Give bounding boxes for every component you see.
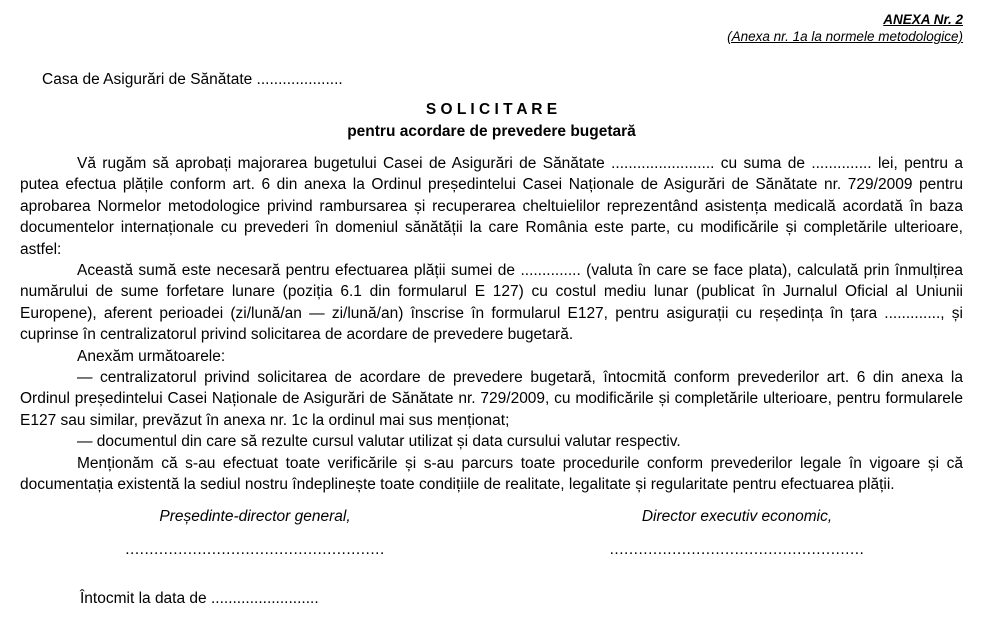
body-paragraph-6: Menționăm că s-au efectuat toate verificările și s-au parcurs toate procedurile conform prevederilor legale în vigoare și că documentația existentă la sediul nostru îndeplinește toate condițiile de realitate, legalitate și regularitate pentru efectuarea plății. [20,454,963,494]
signature-role-director: Director executiv economic, [641,508,833,525]
title-main: S O L I C I T A R E [425,101,558,118]
signature-block-director [592,508,882,559]
signature-role-president: Președinte-director general, [159,508,351,525]
body-paragraph-3: Anexăm următoarele: [77,347,226,365]
body-list-item-2: — documentul din care să rezulte cursul valutar utilizat și data cursului valutar respectiv. [77,433,681,451]
title-subtitle: pentru acordare de prevedere bugetară [347,123,636,140]
signature-block-president [110,508,400,559]
date-prepared-line: Întocmit la data de ......................... [80,590,319,607]
body-paragraph-2: Această sumă este necesară pentru efectuarea plății sumei de .............. (valuta în care se face plata), calculată prin înmulțirea numărului de sume forfetare lunare (poziția 6.1 din formularul E 127) cu costul mediu lunar (publicat în Jurnalul Oficial al Uniunii Europene), aferent perioadei (zi/lună/an — zi/lună/an) înscrise în formularul E127, pentru asigurații cu reședința în țara ............., și cuprinse în centralizatorul privind solicitarea de acordare de prevedere bugetară. [20,262,963,344]
addressee-line: Casa de Asigurări de Sănătate .................... [42,71,343,88]
document-body [20,153,963,496]
anexa-header [727,11,963,45]
body-paragraph-1: Vă rugăm să aprobați majorarea bugetului Casei de Asigurări de Sănătate ........................ cu suma de .............. lei, pentru a putea efectua plățile conform art. 6 din anexa la Ordinul președintelui Casei Naționale de Asigurări de Sănătate nr. 729/2009 pentru aprobarea Normelor metodologice privind rambursarea și recuperarea cheltuielilor reprezentând asistența medicală acordată în baza documentelor internaționale cu prevederi în domeniul sănătății la care România este parte, cu modificările și completările ulterioare, astfel: [20,155,963,258]
anexa-number: ANEXA Nr. 2 [883,12,963,27]
signature-line-director: ..................................................... [609,541,865,558]
signature-line-president: ...................................................... [125,541,385,558]
document-title [0,99,983,143]
anexa-subtitle: (Anexa nr. 1a la normele metodologice) [727,29,963,44]
body-list-item-1: — centralizatorul privind solicitarea de acordare de prevedere bugetară, întocmită conform prevederilor art. 6 din anexa la Ordinul președintelui Casei Naționale de Asigurări de Sănătate nr. 729/2009, cu modificările și completările ulterioare, pentru formularele E127 sau similar, prevăzut în anexa nr. 1c la ordinul mai sus menționat; [20,369,963,429]
